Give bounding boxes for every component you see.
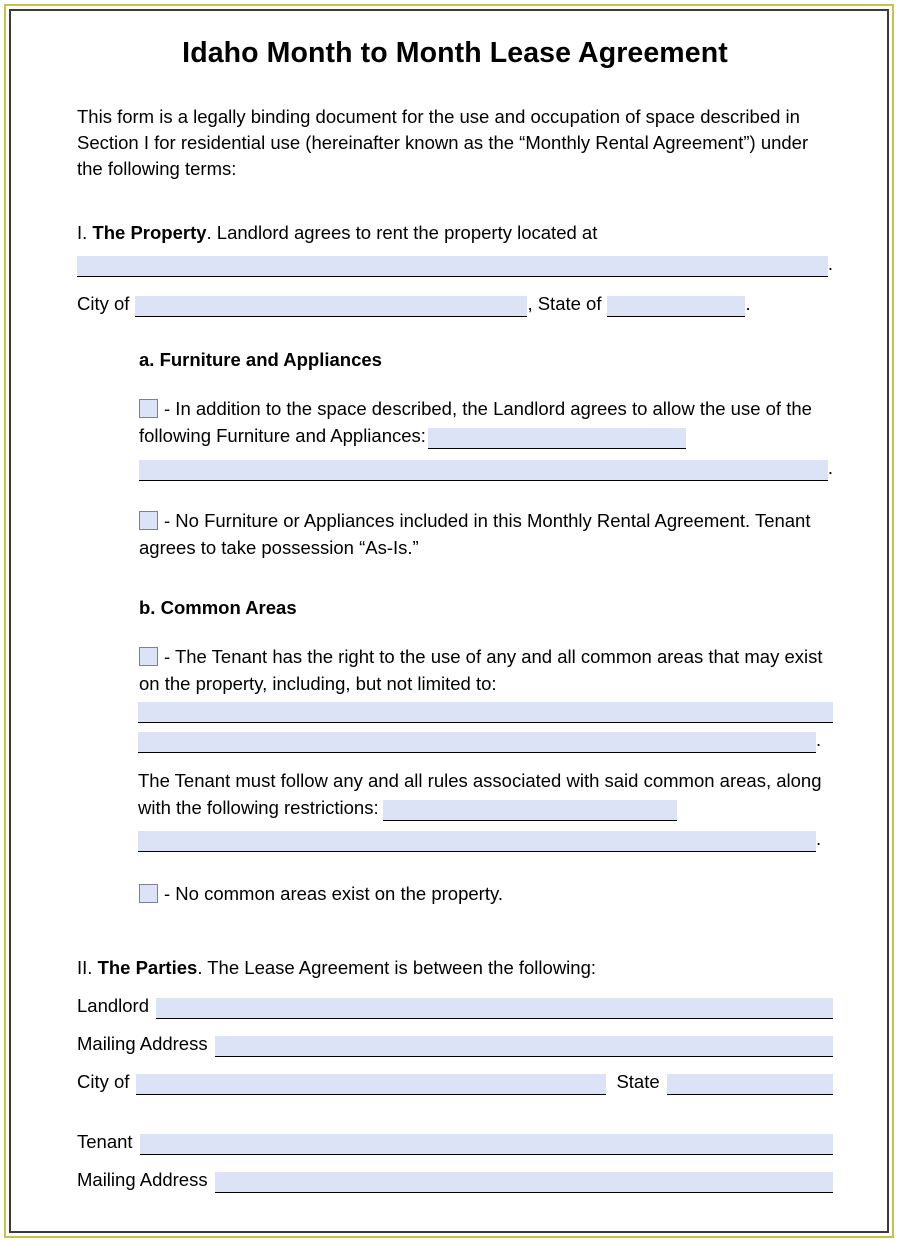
property-address-field[interactable] — [77, 256, 828, 277]
landlord-state-label: State — [616, 1071, 660, 1092]
furniture-option-one — [139, 395, 833, 449]
section-one-heading-line — [77, 220, 833, 246]
furniture-list-row-2 — [139, 455, 833, 481]
landlord-field[interactable] — [156, 998, 833, 1019]
page-title: Idaho Month to Month Lease Agreement — [182, 37, 728, 69]
tenant-mailing-address-label: Mailing Address — [77, 1169, 208, 1190]
checkbox-no-common-areas[interactable] — [139, 884, 158, 903]
common-areas-field-1[interactable] — [138, 702, 833, 723]
section-one — [77, 220, 833, 907]
common-areas-restrictions-field-1[interactable] — [383, 800, 677, 821]
furniture-option-one-text: - In addition to the space described, the Landlord agrees to allow the use of the following Furniture and Appliances: — [139, 398, 812, 446]
section-one-lead: . Landlord agrees to rent the property located at — [206, 222, 598, 243]
common-areas-row-1 — [138, 702, 833, 723]
checkbox-furniture-included[interactable] — [139, 399, 158, 418]
property-city-state-row — [77, 291, 833, 317]
section-two — [77, 955, 833, 1193]
furniture-period: . — [827, 457, 833, 478]
tenant-row — [77, 1129, 833, 1155]
section-two-heading: The Parties — [97, 957, 198, 978]
document-content — [13, 13, 885, 1229]
property-address-row — [77, 251, 833, 277]
tenant-field[interactable] — [140, 1134, 833, 1155]
intro-paragraph: This form is a legally binding document for the use and occupation of space described in Section I for residential use (hereinafter known as the “Monthly Rental Agreement”) under the following terms: — [77, 106, 809, 179]
common-areas-field-2[interactable] — [138, 732, 816, 753]
section-two-heading-line — [77, 955, 833, 981]
property-state-label: , State of — [527, 293, 602, 314]
common-areas-restrictions-field-2[interactable] — [138, 831, 816, 852]
landlord-row — [77, 993, 833, 1019]
common-areas-option-one-text: - The Tenant has the right to the use of any and all common areas that may exist on the property, including, but not limited to: — [139, 646, 823, 694]
property-city-field[interactable] — [135, 296, 527, 317]
common-areas-period: . — [816, 729, 822, 750]
tenant-label: Tenant — [77, 1131, 133, 1152]
landlord-city-field[interactable] — [136, 1074, 606, 1095]
subsection-furniture — [139, 347, 833, 561]
landlord-mailing-address-field[interactable] — [215, 1036, 833, 1057]
common-areas-rules-paragraph — [138, 767, 833, 821]
property-state-field[interactable] — [607, 296, 745, 317]
section-one-number: I. — [77, 222, 88, 243]
common-areas-row-2 — [138, 727, 833, 753]
property-state-period: . — [745, 293, 751, 314]
landlord-mailing-address-row — [77, 1031, 833, 1057]
subsection-common-areas-heading: b. Common Areas — [139, 597, 297, 618]
landlord-mailing-address-label: Mailing Address — [77, 1033, 208, 1054]
common-areas-option-one — [139, 643, 833, 697]
checkbox-common-areas-exist[interactable] — [139, 647, 158, 666]
section-one-heading: The Property — [92, 222, 207, 243]
common-areas-restrictions-period: . — [816, 828, 822, 849]
landlord-state-field[interactable] — [667, 1074, 833, 1095]
subsection-furniture-heading: a. Furniture and Appliances — [139, 349, 382, 370]
furniture-option-two-text: - No Furniture or Appliances included in this Monthly Rental Agreement. Tenant agrees to take possession “As-Is.” — [139, 510, 811, 558]
property-city-label: City of — [77, 293, 130, 314]
tenant-mailing-address-field[interactable] — [215, 1172, 833, 1193]
common-areas-rules-text: The Tenant must follow any and all rules associated with said common areas, along with the following restrictions: — [138, 770, 822, 818]
furniture-option-two — [139, 507, 833, 561]
common-areas-option-two — [139, 880, 833, 907]
furniture-list-field-1[interactable] — [428, 428, 686, 449]
checkbox-no-furniture[interactable] — [139, 511, 158, 530]
furniture-list-field-2[interactable] — [139, 460, 828, 481]
subsection-common-areas — [139, 595, 833, 907]
tenant-mailing-address-row — [77, 1167, 833, 1193]
landlord-city-state-row — [77, 1069, 833, 1095]
landlord-city-label: City of — [77, 1071, 130, 1092]
section-two-number: II. — [77, 957, 93, 978]
common-areas-option-two-text: - No common areas exist on the property. — [164, 883, 503, 904]
property-address-period: . — [827, 253, 833, 274]
common-areas-restrictions-row-2 — [138, 826, 833, 852]
section-two-lead: . The Lease Agreement is between the following: — [197, 957, 597, 978]
landlord-label: Landlord — [77, 995, 150, 1016]
